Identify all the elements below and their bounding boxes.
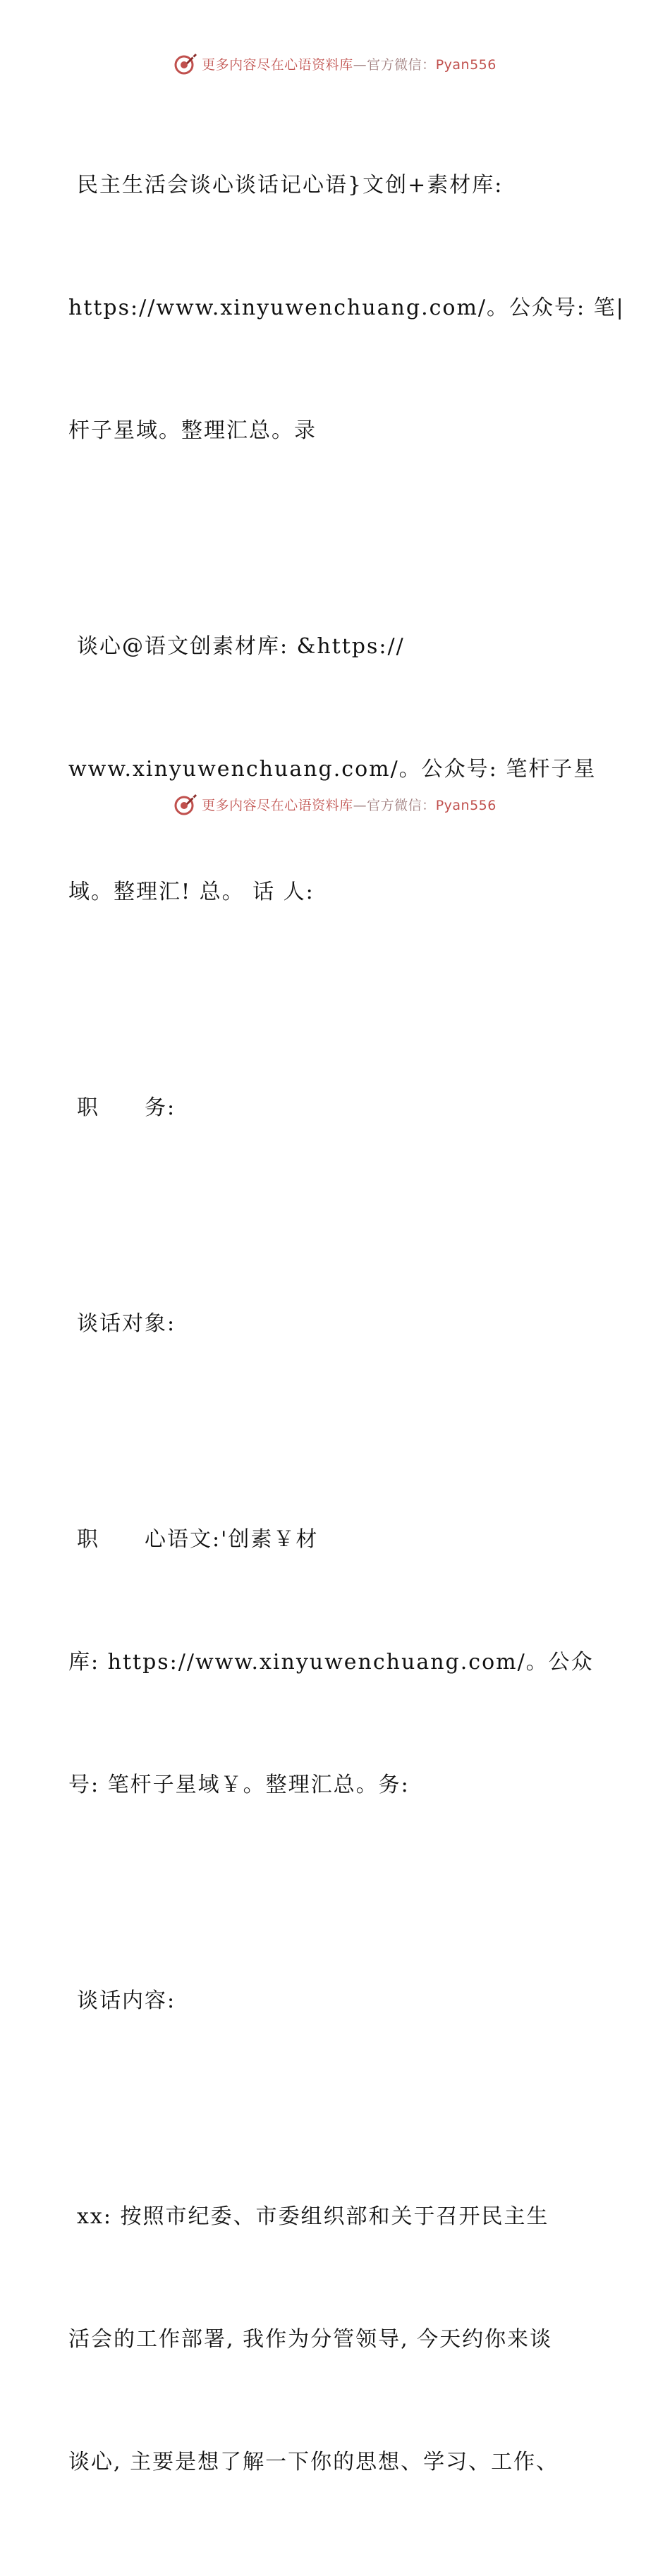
text-line: 谈心@语文创素材库: &https://	[77, 634, 405, 659]
paragraph-interviewee-position	[68, 1438, 604, 1888]
paragraph-title	[68, 83, 625, 533]
header-banner-sub: 官方微信：	[367, 56, 436, 73]
paragraph-interviewee	[68, 1222, 604, 1426]
footer-banner-id: Pyan556	[435, 797, 497, 813]
text-line: 杆子星域。整理汇总。录	[68, 418, 317, 443]
text-line: https://www.xinyuwenchuang.com/。公众号: 笔|	[68, 296, 625, 320]
footer-banner-text	[202, 795, 497, 814]
footer-banner-main: 更多内容尽在心语资料库	[202, 797, 353, 813]
paragraph-content-heading	[68, 1899, 604, 2103]
paragraph-position	[68, 1006, 604, 1210]
header-banner-id: Pyan556	[435, 56, 497, 73]
header-banner-dash: —	[353, 56, 367, 73]
text-line: 号: 笔杆子星域￥。整理汇总。务:	[68, 1773, 410, 1797]
text-line: 民主生活会谈心谈话记心语}文创+素材库:	[77, 173, 504, 198]
text-line: xx: 按照市纪委、市委组织部和关于召开民主生	[77, 2204, 549, 2229]
text-line: 谈话对象:	[77, 1311, 176, 1336]
footer-banner-dash: —	[353, 797, 367, 813]
text-line: 活会的工作部署, 我作为分管领导, 今天约你来谈	[68, 2327, 553, 2352]
header-banner-text	[202, 54, 497, 73]
text-line: 职 务:	[77, 1095, 176, 1120]
text-line: 职 心语文:'创素￥材	[77, 1527, 319, 1552]
text-line: 域。整理汇! 总。 话 人:	[68, 880, 315, 904]
paragraph-speaker	[68, 545, 604, 995]
document-body	[68, 83, 625, 2576]
header-banner	[0, 49, 670, 78]
text-line: 谈心, 主要是想了解一下你的思想、学习、工作、	[68, 2450, 559, 2474]
footer-banner-sub: 官方微信：	[367, 797, 436, 813]
text-line: www.xinyuwenchuang.com/。公众号: 笔杆子星	[68, 757, 597, 782]
brand-logo-icon	[173, 792, 197, 816]
footer-banner	[0, 790, 670, 818]
brand-logo-icon	[173, 51, 197, 75]
text-line: 谈话内容:	[77, 1988, 176, 2013]
paragraph-content	[68, 2115, 604, 2565]
text-line: 库: https://www.xinyuwenchuang.com/。公众	[68, 1650, 594, 1675]
header-banner-main: 更多内容尽在心语资料库	[202, 56, 353, 73]
